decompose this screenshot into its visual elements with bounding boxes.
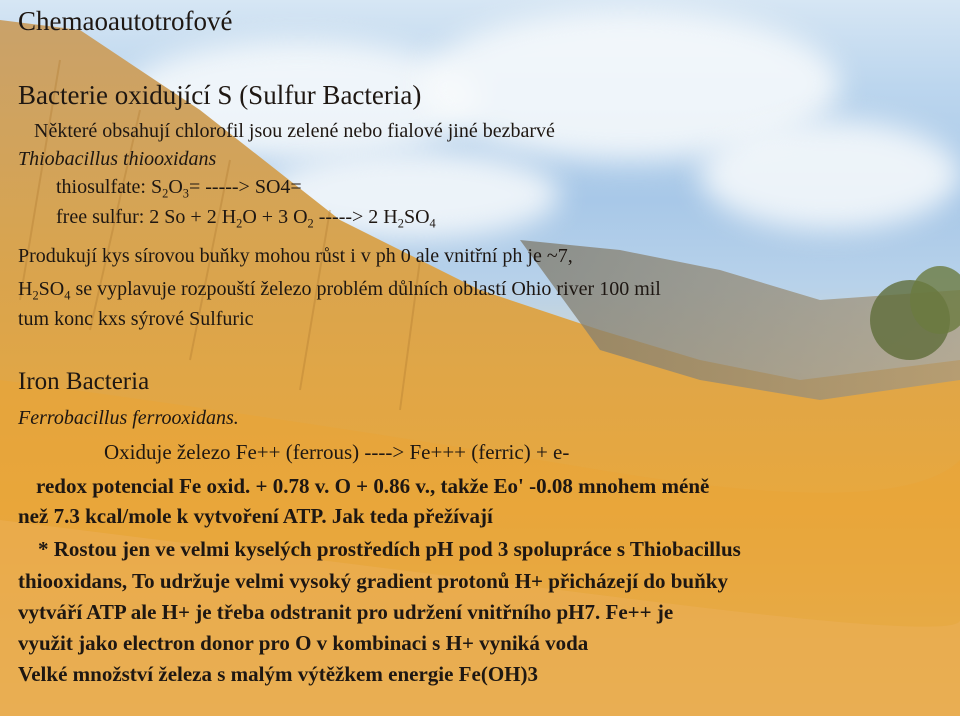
sulfur-heading: Bacterie oxidující S (Sulfur Bacteria) [18, 80, 422, 110]
acidic-line: * Rostou jen ve velmi kyselých prostředích pH pod 3 spolupráce s Thiobacillus [38, 537, 741, 561]
free-sulfur-equation: free sulfur: 2 So + 2 $H_2O + 3$ $O_2$ -----> 2 $H_2SO_4$ [56, 206, 436, 231]
electron-donor-line: využit jako electron donor pro O v kombinaci s H+ vyniká voda [18, 631, 589, 655]
iron-species: Ferrobacillus ferrooxidans. [18, 407, 239, 429]
atp-line: než 7.3 kcal/mole k vytvoření ATP. Jak teda přežívají [18, 504, 493, 528]
species-name: Thiobacillus thiooxidans [18, 148, 217, 170]
thiosulfate-equation: thiosulfate: $S_2O_3=$ -----> SO4= [56, 176, 302, 201]
proton-gradient-line: thiooxidans, To udržuje velmi vysoký gradient protonů H+ přicházejí do buňky [18, 569, 728, 593]
iron-heading: Iron Bacteria [18, 368, 150, 395]
iron-dissolve-line: $H_2SO_4$ se vyplavuje rozpouští železo problém důlních oblastí Ohio river 100 mil [18, 278, 661, 303]
sulfuric-tons-line: tum konc kxs sýrové Sulfuric [18, 308, 254, 330]
iron-hydroxide-line: Velké množství železa s malým výtěžkem energie Fe(OH)3 [18, 662, 538, 686]
oxidation-line: Oxiduje železo Fe++ (ferrous) ----> Fe+++ (ferric) + e- [104, 440, 570, 464]
slide-title: Chemaoautotrofové [18, 6, 233, 36]
redox-line: redox potencial Fe oxid. + 0.78 v. O + 0.86 v., takže Eo' -0.08 mnohem méně [36, 474, 710, 498]
atp-production-line: vytváří ATP ale H+ je třeba odstranit pro udržení vnitřního pH7. Fe++ je [18, 600, 674, 624]
chlorophyll-line: Některé obsahují chlorofil jsou zelené nebo fialové jiné bezbarvé [34, 120, 555, 142]
sulfuric-acid-line: Produkují kys sírovou buňky mohou růst i v ph 0 ale vnitřní ph je ~7, [18, 245, 573, 267]
